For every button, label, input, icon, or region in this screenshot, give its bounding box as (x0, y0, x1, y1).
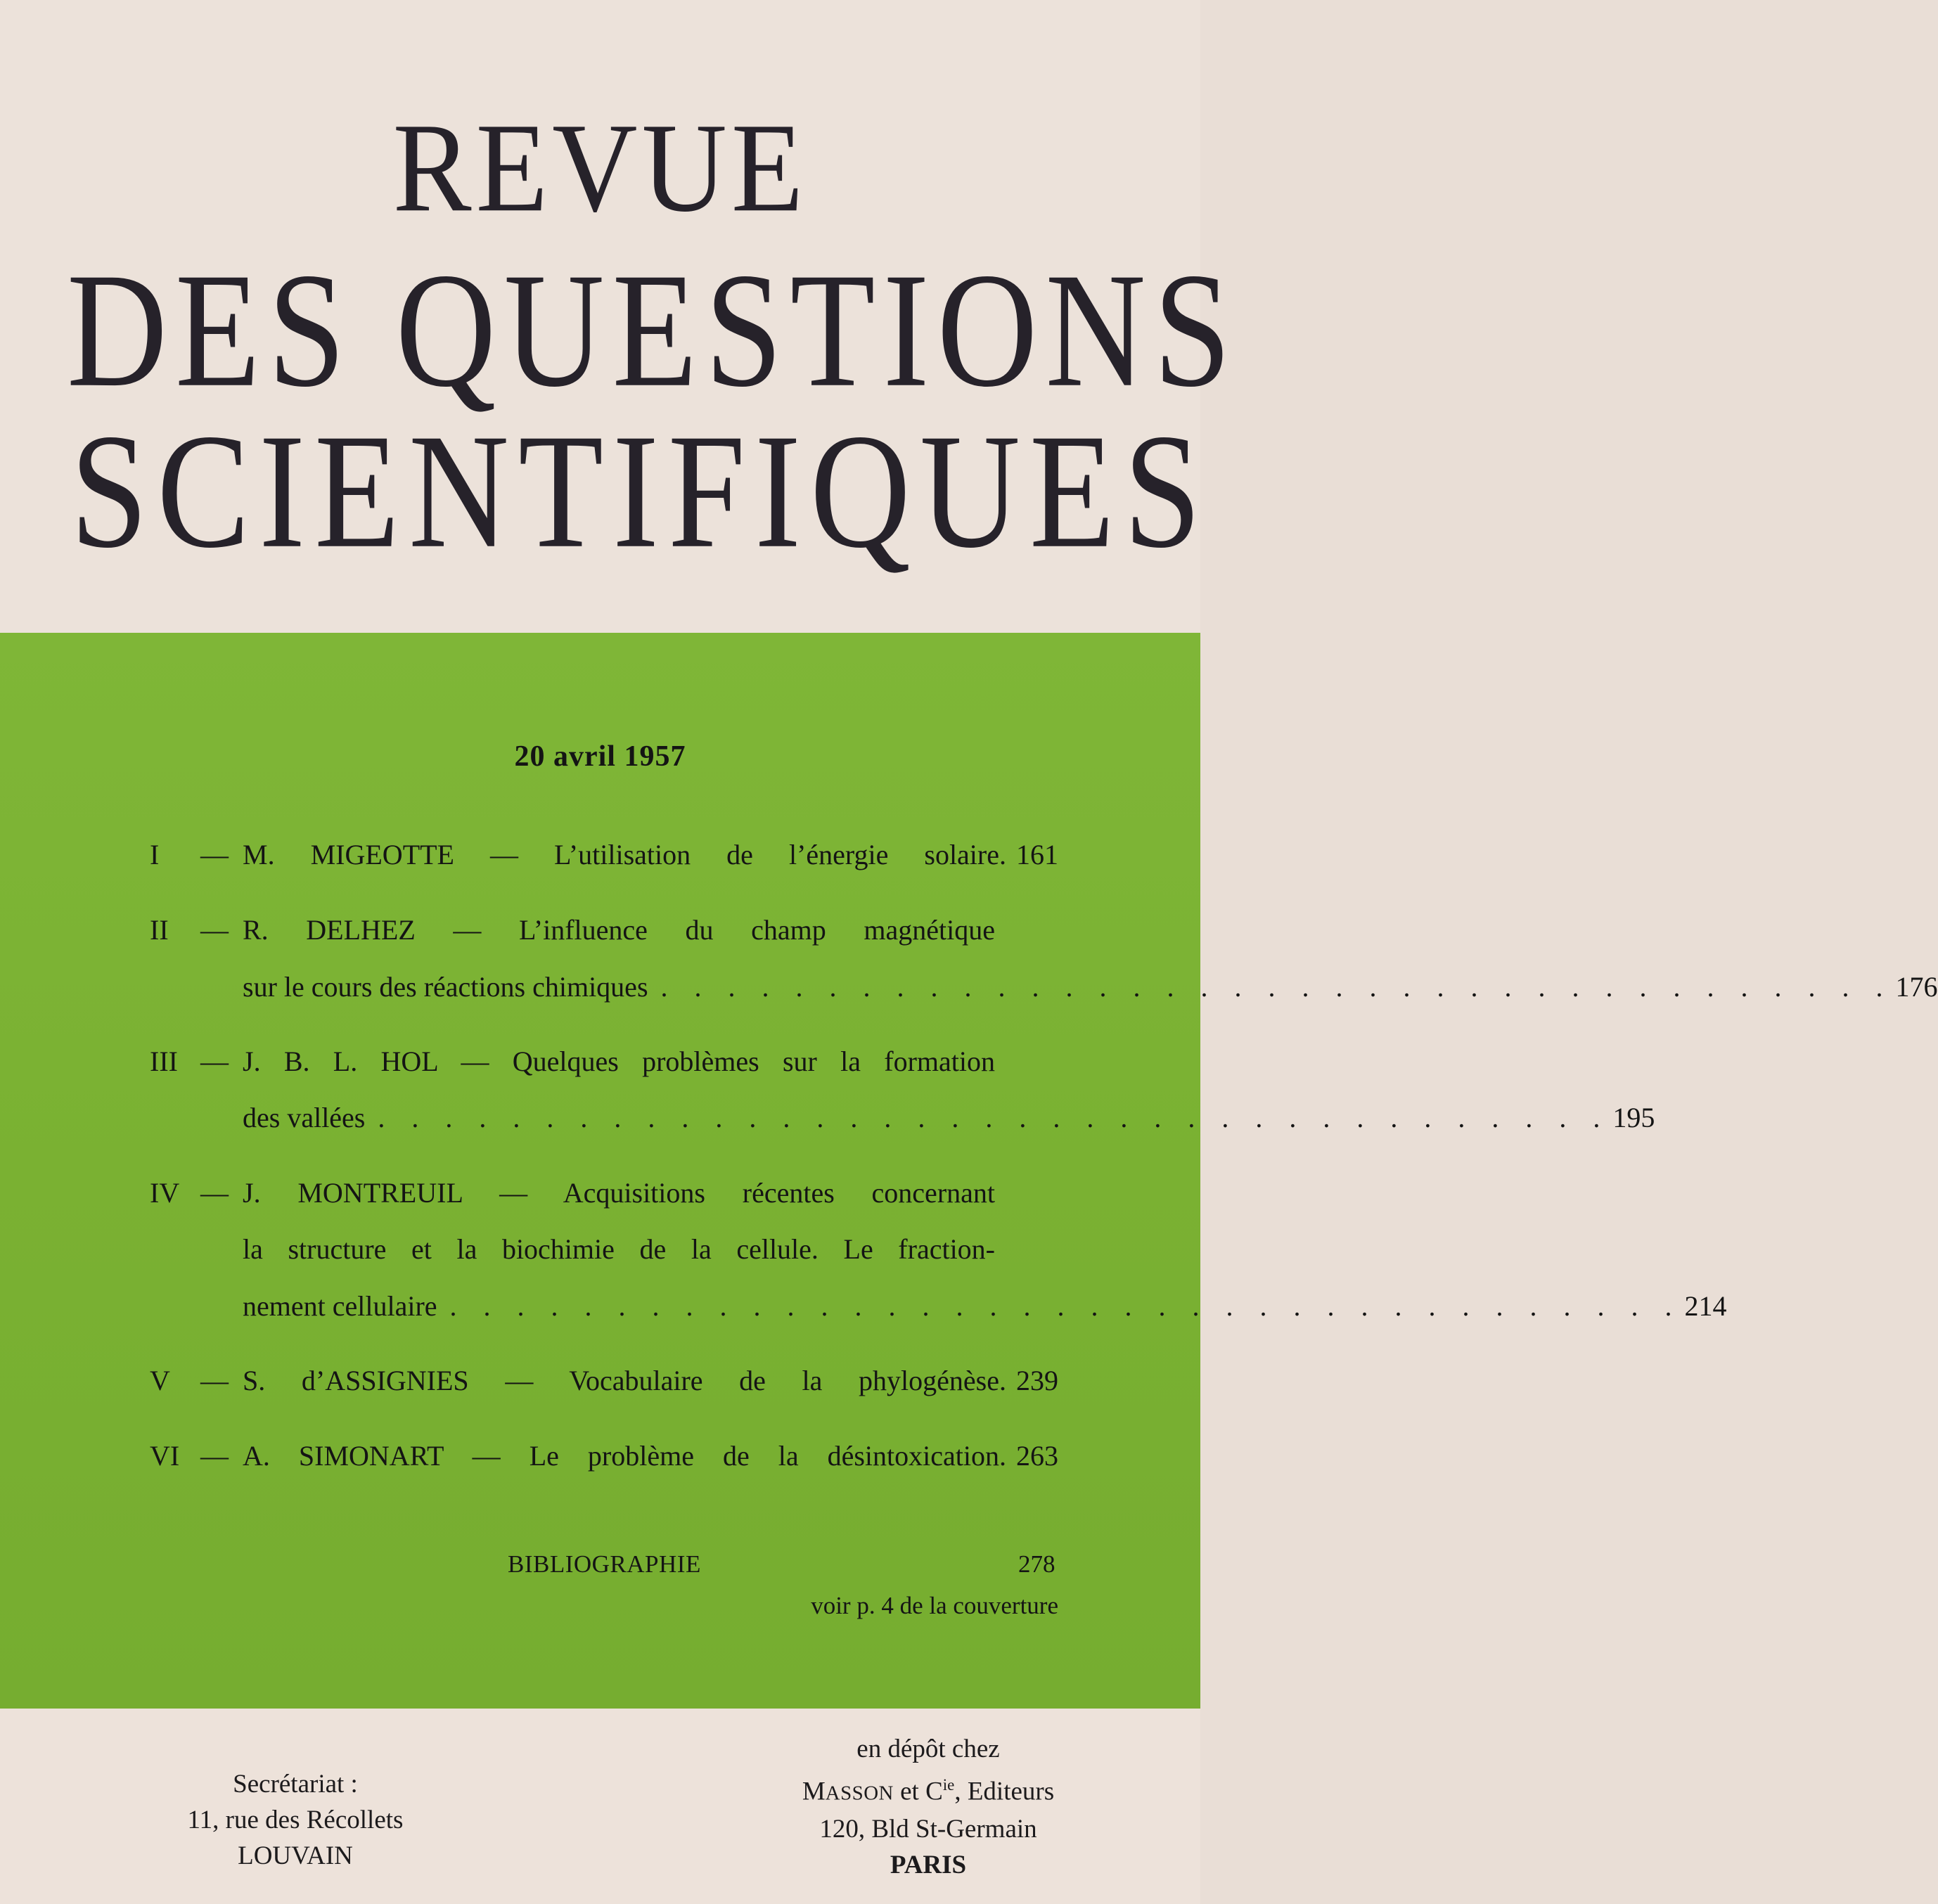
title-revue: REVUE (392, 97, 808, 239)
toc-page-number: 176 (1895, 971, 1938, 1003)
toc-entry-text: M. MIGEOTTE — L’utilisation de l’énergie solaire. (243, 839, 1006, 870)
toc-entry-4-line-2: la structure et la biochimie de la cellule. Le fraction- (243, 1233, 995, 1265)
toc-entry-4-line-1: J. MONTREUIL — Acquisitions récentes concernant (243, 1177, 995, 1209)
publisher-name-rest: ASSON (825, 1782, 894, 1805)
contents-band (0, 633, 1200, 1709)
toc-dash: — (200, 914, 229, 946)
toc-entry-2-line-1: R. DELHEZ — L’influence du champ magnétique (243, 914, 995, 946)
depot-label: en dépôt chez (856, 1735, 1000, 1763)
toc-dash: — (200, 1046, 229, 1077)
publisher-street: 120, Bld St-Germain (819, 1815, 1037, 1844)
toc-entry-2-line-2 (243, 970, 1938, 1004)
toc-entry-text: sur le cours des réactions chimiques (243, 971, 648, 1003)
publisher-city: PARIS (890, 1851, 967, 1880)
toc-dash: — (200, 839, 229, 870)
toc-page-number: 263 (1016, 1440, 1058, 1472)
toc-dash: — (200, 1365, 229, 1396)
toc-leader-dots: . . . . . . . . . . . . . . . . . . . . . . . . . . . . . . . . . . . . . (449, 1290, 1682, 1322)
toc-entry-6 (243, 1439, 1058, 1473)
bibliography-page: 278 (1018, 1550, 1055, 1578)
masthead (0, 0, 1239, 633)
toc-entry-text: A. SIMONART — Le problème de la désintoxication. (243, 1440, 1006, 1472)
publisher-name-mid: et C (893, 1777, 943, 1806)
issue-date: 20 avril 1957 (514, 740, 686, 773)
toc-page-number: 214 (1684, 1290, 1727, 1322)
publisher-name (745, 1767, 1111, 1811)
publisher-name-end: , Editeurs (954, 1777, 1055, 1806)
toc-page-number: 239 (1016, 1365, 1058, 1396)
secretariat-street: 11, rue des Récollets (187, 1806, 404, 1834)
bibliography-label: BIBLIOGRAPHIE (508, 1550, 701, 1578)
toc-number: V (150, 1365, 170, 1396)
toc-entry-5 (243, 1364, 1058, 1398)
toc-number: I (150, 839, 160, 870)
secretariat-city: LOUVAIN (238, 1841, 353, 1870)
toc-number: IV (150, 1177, 180, 1209)
toc-number: II (150, 914, 169, 946)
secretariat-address (148, 1766, 443, 1874)
toc-leader-dots: . . . . . . . . . . . . . . . . . . . . . . . . . . . . . . . . . . . . . (660, 971, 1893, 1003)
toc-entry-text: des vallées (243, 1102, 366, 1133)
title-des-questions: DES QUESTIONS (67, 239, 1239, 421)
toc-dash: — (200, 1177, 229, 1209)
publisher-name-superscript: ie (942, 1776, 955, 1794)
publisher-initial: M (802, 1777, 826, 1806)
toc-entry-4-line-3 (243, 1289, 1727, 1323)
toc-entry-text: S. d’ASSIGNIES — Vocabulaire de la phylogénèse. (243, 1365, 1006, 1396)
toc-page-number: 195 (1612, 1102, 1655, 1133)
toc-dash: — (200, 1440, 229, 1472)
toc-number: III (150, 1046, 178, 1077)
toc-leader-dots: . . . . . . . . . . . . . . . . . . . . . . . . . . . . . . . . . . . . . (378, 1102, 1610, 1133)
title-scientifiques: SCIENTIFIQUES (70, 400, 1211, 582)
secretariat-label: Secrétariat : (233, 1770, 358, 1799)
toc-entry-3-line-2 (243, 1101, 1655, 1135)
toc-number: VI (150, 1440, 180, 1472)
toc-entry-text: nement cellulaire (243, 1290, 437, 1322)
bibliography-note: voir p. 4 de la couverture (811, 1592, 1058, 1619)
toc-entry-1 (243, 838, 1058, 872)
publisher-address (745, 1731, 1111, 1883)
toc-page-number: 161 (1016, 839, 1058, 870)
toc-entry-3-line-1: J. B. L. HOL — Quelques problèmes sur la formation (243, 1046, 995, 1077)
